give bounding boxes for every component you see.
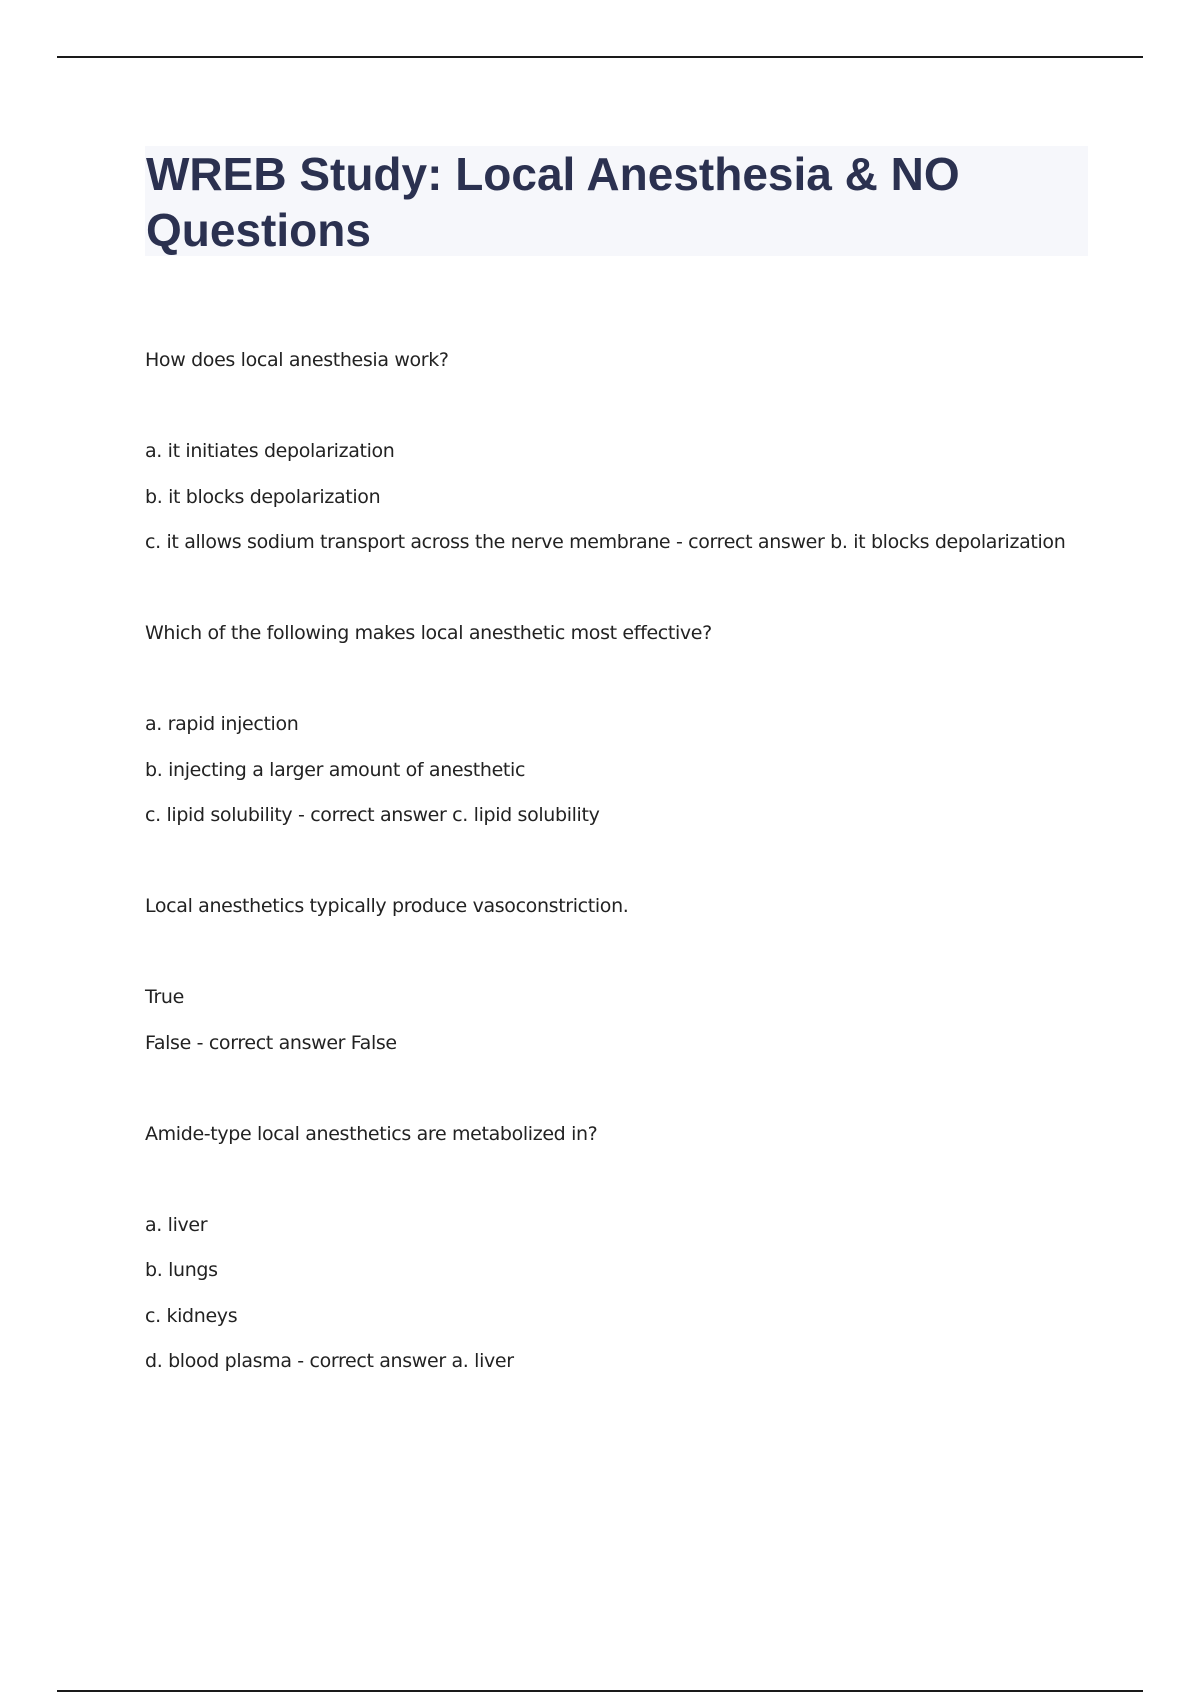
question-3-prompt: Local anesthetics typically produce vasoconstriction. [145, 895, 629, 917]
question-4-option-b: b. lungs [145, 1259, 218, 1281]
question-4-option-a: a. liver [145, 1214, 208, 1236]
question-2-option-a: a. rapid injection [145, 713, 299, 735]
question-1-option-b: b. it blocks depolarization [145, 486, 381, 508]
question-2-option-b: b. injecting a larger amount of anesthetic [145, 759, 526, 781]
question-1-option-c-answer: c. it allows sodium transport across the nerve membrane - correct answer b. it blocks depolarization [145, 531, 1066, 553]
question-2-option-c-answer: c. lipid solubility - correct answer c. lipid solubility [145, 804, 600, 826]
question-2-prompt: Which of the following makes local anesthetic most effective? [145, 622, 712, 644]
question-4-prompt: Amide-type local anesthetics are metabolized in? [145, 1123, 598, 1145]
bottom-divider [57, 1690, 1143, 1692]
question-3-option-false-answer: False - correct answer False [145, 1032, 397, 1054]
question-4-option-d-answer: d. blood plasma - correct answer a. liver [145, 1350, 514, 1372]
question-1-prompt: How does local anesthesia work? [145, 349, 449, 371]
question-3-option-true: True [145, 986, 184, 1008]
document-title: WREB Study: Local Anesthesia & NO Questions [146, 148, 960, 256]
top-divider [57, 56, 1143, 58]
question-4-option-c: c. kidneys [145, 1305, 238, 1327]
question-1-option-a: a. it initiates depolarization [145, 440, 395, 462]
